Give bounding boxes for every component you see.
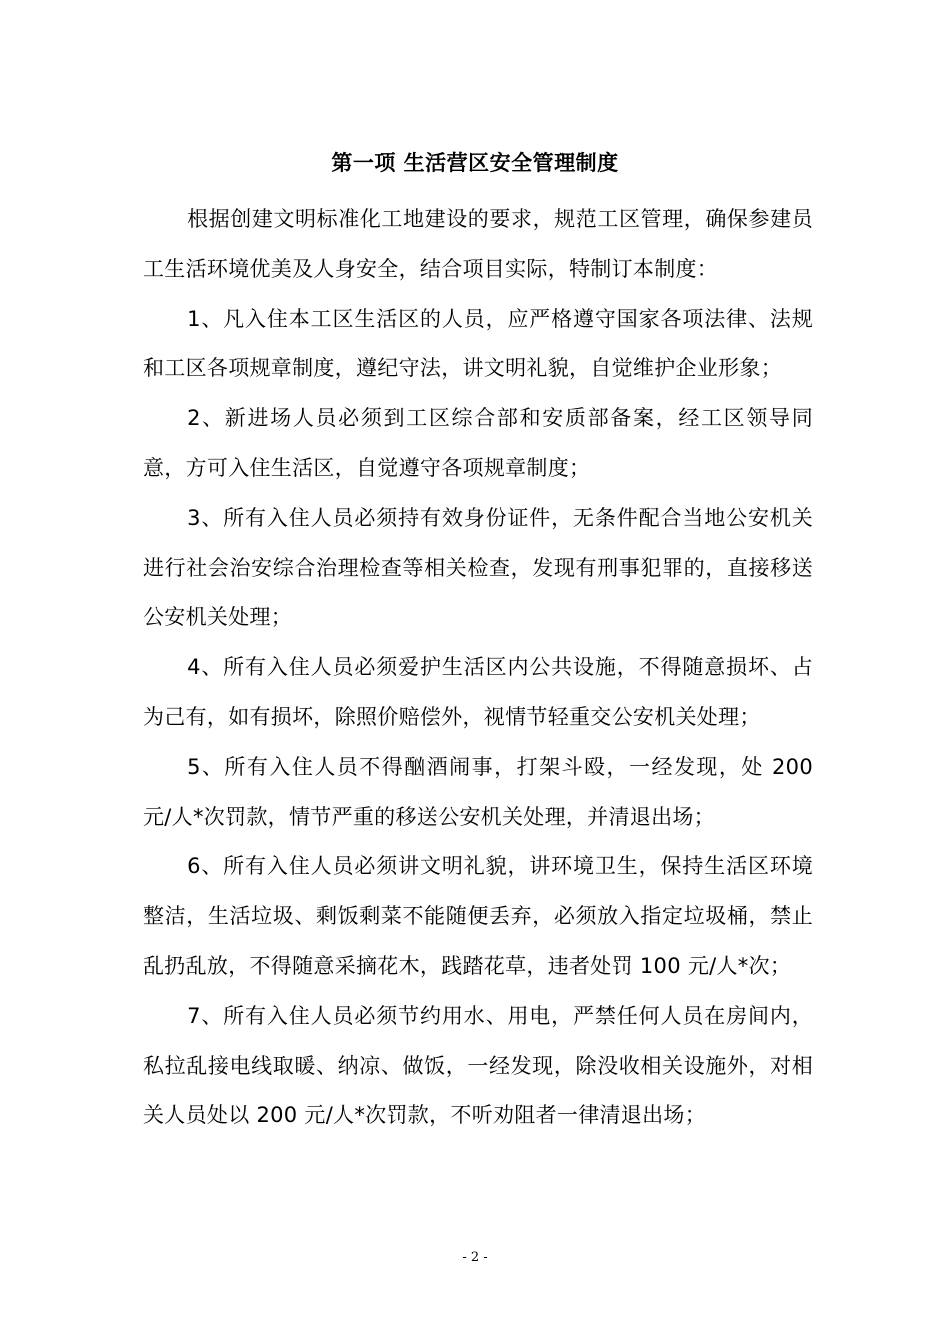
rule-item-2: 2、新进场人员必须到工区综合部和安质部备案，经工区领导同意，方可入住生活区，自觉遵守各项规章制度；	[143, 406, 813, 480]
document-title: 第一项 生活营区安全管理制度	[331, 151, 619, 175]
intro-paragraph: 根据创建文明标准化工地建设的要求，规范工区管理，确保参建员工生活环境优美及人身安全，结合项目实际，特制订本制度：	[143, 207, 813, 281]
rule-item-5: 5、所有入住人员不得酗酒闹事，打架斗殴，一经发现，处 200 元/人*次罚款，情节严重的移送公安机关处理，并清退出场；	[143, 754, 813, 829]
rule-item-4: 4、所有入住人员必须爱护生活区内公共设施，不得随意损坏、占为己有，如有损坏，除照价赔偿外，视情节轻重交公安机关处理；	[143, 655, 813, 729]
rule-item-1: 1、凡入住本工区生活区的人员，应严格遵守国家各项法律、法规和工区各项规章制度，遵纪守法，讲文明礼貌，自觉维护企业形象；	[143, 306, 813, 381]
document-body	[143, 195, 813, 1141]
rule-item-7: 7、所有入住人员必须节约用水、用电，严禁任何人员在房间内，私拉乱接电线取暖、纳凉、做饭，一经发现，除没收相关设施外，对相关人员处以 200 元/人*次罚款，不听劝阻者一律清退出场；	[143, 1003, 813, 1128]
rule-item-6: 6、所有入住人员必须讲文明礼貌，讲环境卫生，保持生活区环境整洁，生活垃圾、剩饭剩菜不能随便丢弃，必须放入指定垃圾桶，禁止乱扔乱放，不得随意采摘花木，践踏花草，违者处罚 100 元/人*次；	[143, 854, 813, 978]
rule-item-3: 3、所有入住人员必须持有效身份证件，无条件配合当地公安机关进行社会治安综合治理检查等相关检查，发现有刑事犯罪的，直接移送公安机关处理；	[143, 505, 813, 630]
page-number: - 2 -	[462, 1250, 488, 1265]
